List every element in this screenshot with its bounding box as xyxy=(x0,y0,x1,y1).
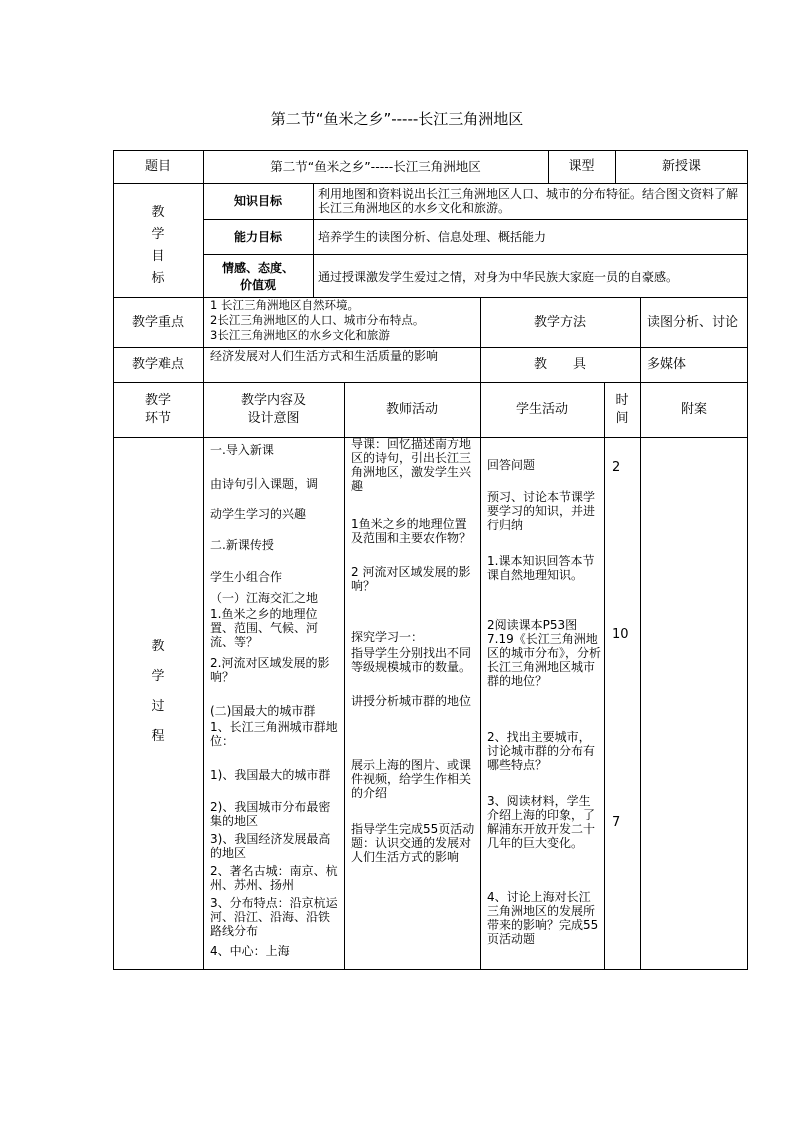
student-activity: 回答问题 xyxy=(487,458,536,472)
content-item: 由诗句引入课题，调 xyxy=(210,477,319,491)
student-activity: 2阅读课本P53图7.19《长江三角洲地区的城市分布》，分析长江三角洲地区城市群的地位？ xyxy=(487,618,602,688)
row-divider xyxy=(113,382,748,383)
time-value: 7 xyxy=(612,815,621,830)
tools-label: 教 具 xyxy=(533,357,586,372)
difficulty-label: 教学难点 xyxy=(131,357,184,372)
ability-goal-text: 培养学生的读图分析、信息处理、概括能力 xyxy=(318,230,547,244)
emotion-goal-text: 通过授课激发学生爱过之情，对身为中华民族大家庭一员的自豪感。 xyxy=(318,270,679,284)
objectives-group-label: 教 学 目 标 xyxy=(151,205,165,286)
difficulty-text: 经济发展对人们生活方式和生活质量的影响 xyxy=(210,349,439,363)
teacher-activity: 导课：回忆描述南方地区的诗句，引出长江三角洲地区，激发学生兴趣 xyxy=(351,437,472,493)
knowledge-goal-label: 知识目标 xyxy=(233,194,282,208)
key-point-item: 2长江三角洲地区的人口、城市分布特点。 xyxy=(210,313,425,327)
page-title: 第二节“鱼米之乡”-----长江三角洲地区 xyxy=(270,110,524,128)
teacher-activity: 展示上海的图片、或课件视频，给学生作相关的介绍 xyxy=(351,758,472,800)
tools-value: 多媒体 xyxy=(647,357,687,372)
row-divider xyxy=(203,219,748,220)
time-value: 2 xyxy=(612,460,621,475)
col-divider xyxy=(640,297,641,382)
content-item: 2.河流对区域发展的影响？ xyxy=(210,656,330,684)
col-divider xyxy=(640,382,641,970)
student-column-header: 学生活动 xyxy=(515,402,568,417)
content-item: 1)、我国最大的城市群 xyxy=(210,768,331,782)
time-value: 10 xyxy=(612,627,629,642)
content-item: （一）江海交汇之地 xyxy=(210,591,319,605)
student-activity: 2、找出主要城市，讨论城市群的分布有哪些特点？ xyxy=(487,730,596,772)
teacher-column-header: 教师活动 xyxy=(385,402,438,417)
content-item: 3)、我国经济发展最高的地区 xyxy=(210,832,331,860)
teacher-activity: 指导学生分别找出不同等级规模城市的数量。 xyxy=(351,646,472,674)
content-item: 动学生学习的兴趣 xyxy=(210,507,307,521)
row-divider xyxy=(203,254,748,255)
lesson-type-label: 课型 xyxy=(568,159,595,174)
teacher-activity: 1鱼米之乡的地理位置及范围和主要农作物？ xyxy=(351,517,472,545)
content-item: 4、中心：上海 xyxy=(210,944,290,958)
col-divider xyxy=(480,382,481,970)
time-column-header: 时 间 xyxy=(615,393,629,426)
key-point-item: 3长江三角洲地区的水乡文化和旅游 xyxy=(210,328,390,342)
method-value: 读图分析、讨论 xyxy=(647,315,739,330)
row-divider xyxy=(113,347,748,348)
notes-column-header: 附案 xyxy=(680,402,707,417)
teacher-activity: 探究学习一： xyxy=(351,630,424,644)
content-item: 一.导入新课 xyxy=(210,443,274,457)
student-activity: 1.课本知识回答本节课自然地理知识。 xyxy=(487,554,595,582)
teacher-activity: 2 河流对区域发展的影响？ xyxy=(351,565,471,593)
col-divider xyxy=(604,382,605,970)
content-item: 3、分布特点：沿京杭运河、沿江、沿海、沿铁路线分布 xyxy=(210,896,338,938)
topic-label: 题目 xyxy=(144,159,171,174)
content-item: (二)国最大的城市群 xyxy=(210,704,316,718)
content-item: 2、著名古城：南京、杭州、苏州、扬州 xyxy=(210,864,338,892)
key-points-list xyxy=(210,298,478,343)
content-item: 二.新课传授 xyxy=(210,538,274,552)
key-points-label: 教学重点 xyxy=(131,315,184,330)
content-item: 1.鱼米之乡的地理位置、范围、气候、河流、等？ xyxy=(210,607,319,649)
topic-value: 第二节“鱼米之乡”-----长江三角洲地区 xyxy=(270,159,481,174)
stage-column-header: 教学 环节 xyxy=(144,393,171,426)
knowledge-goal-text: 利用地图和资料说出长江三角洲地区人口、城市的分布特征。结合图文资料了解长江三角洲地区的水乡文化和旅游。 xyxy=(318,187,739,215)
emotion-goal-label: 情感、态度、 价值观 xyxy=(221,261,294,292)
ability-goal-label: 能力目标 xyxy=(233,230,282,244)
student-activity: 预习、讨论本节课学要学习的知识，并进行归纳 xyxy=(487,490,596,532)
content-item: 1、长江三角洲城市群地位： xyxy=(210,720,338,748)
method-label: 教学方法 xyxy=(533,315,586,330)
content-item: 学生小组合作 xyxy=(210,570,283,584)
lesson-type-value: 新授课 xyxy=(661,159,701,174)
key-point-item: 1 长江三角洲地区自然环境。 xyxy=(210,298,359,312)
process-stage-label: 教 学 过 程 xyxy=(151,639,165,744)
student-activity: 3、阅读材料，学生介绍上海的印象，了解浦东开放开发二十几年的巨大变化。 xyxy=(487,794,596,850)
teacher-activity: 指导学生完成55页活动题：认识交通的发展对人们生活方式的影响 xyxy=(351,822,475,864)
content-item: 2)、我国城市分布最密集的地区 xyxy=(210,800,331,828)
teacher-activity: 讲授分析城市群的地位 xyxy=(351,694,472,708)
row-divider xyxy=(113,183,748,184)
student-activity: 4、讨论上海对长江三角洲地区的发展所带来的影响？完成55页活动题 xyxy=(487,890,599,946)
content-column-header: 教学内容及 设计意图 xyxy=(240,393,306,426)
col-divider xyxy=(344,382,345,970)
col-divider xyxy=(313,183,314,297)
